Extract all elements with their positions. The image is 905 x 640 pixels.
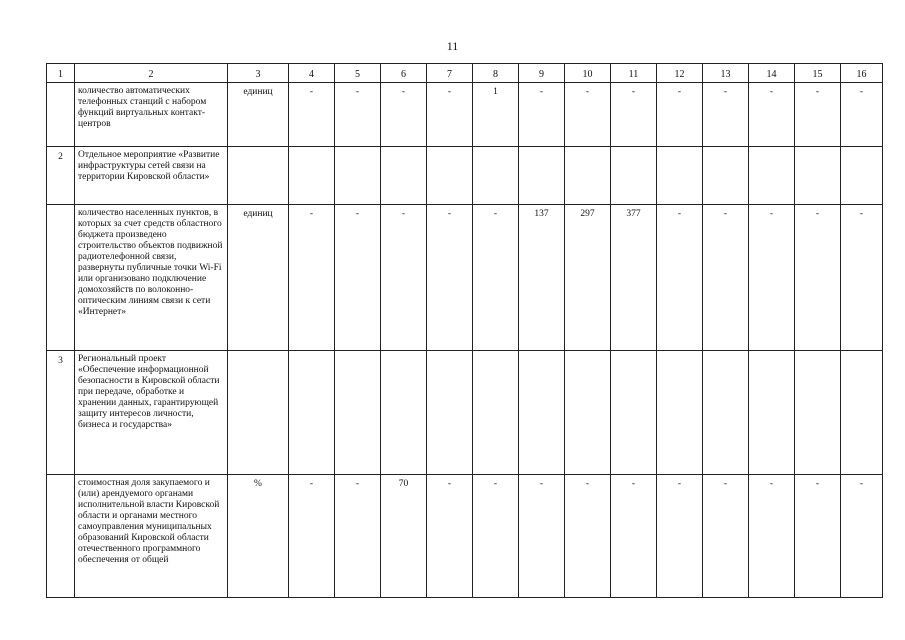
unit-cell: единиц <box>228 205 289 351</box>
column-header: 13 <box>703 64 749 83</box>
table-row <box>47 205 883 351</box>
indicator-name: количество автоматических телефонных станций с набором функций виртуальных контакт-центров <box>75 83 228 147</box>
value-cell <box>703 147 749 205</box>
value-cell <box>519 147 565 205</box>
table-row <box>47 83 883 147</box>
value-cell: - <box>519 475 565 598</box>
value-cell: - <box>611 83 657 147</box>
column-header: 16 <box>841 64 883 83</box>
table-row <box>47 147 883 205</box>
row-number <box>47 475 75 598</box>
value-cell: 297 <box>565 205 611 351</box>
value-cell: - <box>795 205 841 351</box>
value-cell <box>749 147 795 205</box>
value-cell: - <box>519 83 565 147</box>
value-cell: - <box>841 475 883 598</box>
column-header: 6 <box>381 64 427 83</box>
value-cell <box>611 351 657 475</box>
value-cell: - <box>427 475 473 598</box>
value-cell: - <box>841 205 883 351</box>
value-cell <box>335 147 381 205</box>
value-cell: - <box>703 205 749 351</box>
column-header: 9 <box>519 64 565 83</box>
column-header: 4 <box>289 64 335 83</box>
value-cell: - <box>611 475 657 598</box>
value-cell: - <box>335 83 381 147</box>
value-cell: - <box>657 475 703 598</box>
value-cell: - <box>335 475 381 598</box>
header-row <box>47 64 883 83</box>
value-cell: - <box>703 475 749 598</box>
value-cell: - <box>473 475 519 598</box>
column-header: 12 <box>657 64 703 83</box>
column-header: 7 <box>427 64 473 83</box>
value-cell: - <box>749 205 795 351</box>
value-cell: 70 <box>381 475 427 598</box>
value-cell: - <box>335 205 381 351</box>
value-cell: - <box>657 83 703 147</box>
value-cell: 1 <box>473 83 519 147</box>
unit-cell: % <box>228 475 289 598</box>
value-cell <box>381 351 427 475</box>
unit-cell: единиц <box>228 83 289 147</box>
value-cell: - <box>289 83 335 147</box>
value-cell: - <box>565 475 611 598</box>
table-row <box>47 351 883 475</box>
value-cell: - <box>657 205 703 351</box>
column-header: 5 <box>335 64 381 83</box>
unit-cell <box>228 147 289 205</box>
value-cell: - <box>565 83 611 147</box>
value-cell: - <box>749 475 795 598</box>
value-cell: 137 <box>519 205 565 351</box>
value-cell <box>703 351 749 475</box>
value-cell: - <box>427 83 473 147</box>
indicator-name: Отдельное мероприятие «Развитие инфраструктуры сетей связи на территории Кировской области» <box>75 147 228 205</box>
indicator-name: стоимостная доля закупаемого и (или) арендуемого органами исполнительной власти Кировской области и органами местного самоуправления муниципальных образований Кировской области отечественного программного обеспечения от общей <box>75 475 228 598</box>
value-cell: - <box>749 83 795 147</box>
value-cell <box>335 351 381 475</box>
row-number <box>47 205 75 351</box>
column-header: 14 <box>749 64 795 83</box>
row-number: 2 <box>47 147 75 205</box>
value-cell: - <box>427 205 473 351</box>
value-cell: - <box>289 205 335 351</box>
value-cell <box>565 147 611 205</box>
column-header: 3 <box>228 64 289 83</box>
indicators-table <box>46 63 883 598</box>
value-cell: - <box>289 475 335 598</box>
column-header: 10 <box>565 64 611 83</box>
value-cell: - <box>381 83 427 147</box>
column-header: 15 <box>795 64 841 83</box>
value-cell: 377 <box>611 205 657 351</box>
value-cell <box>841 147 883 205</box>
page-number: 11 <box>446 39 459 53</box>
value-cell <box>611 147 657 205</box>
column-header: 2 <box>75 64 228 83</box>
value-cell <box>381 147 427 205</box>
unit-cell <box>228 351 289 475</box>
value-cell <box>519 351 565 475</box>
column-header: 8 <box>473 64 519 83</box>
value-cell <box>657 351 703 475</box>
value-cell <box>427 351 473 475</box>
row-number <box>47 83 75 147</box>
value-cell: - <box>795 475 841 598</box>
value-cell: - <box>473 205 519 351</box>
column-header: 1 <box>47 64 75 83</box>
value-cell <box>657 147 703 205</box>
value-cell: - <box>703 83 749 147</box>
table-body <box>47 64 883 598</box>
row-number: 3 <box>47 351 75 475</box>
value-cell <box>289 147 335 205</box>
table-row <box>47 475 883 598</box>
value-cell <box>749 351 795 475</box>
value-cell: - <box>795 83 841 147</box>
value-cell: - <box>841 83 883 147</box>
value-cell <box>289 351 335 475</box>
value-cell <box>841 351 883 475</box>
value-cell <box>795 351 841 475</box>
indicator-name: количество населенных пунктов, в которых за счет средств областного бюджета произведено строительство объектов подвижной радиотелефонной связи, развернуты публичные точки Wi-Fi или организовано подключение домохозяйств по волоконно-оптическим линиям связи к сети «Интернет» <box>75 205 228 351</box>
value-cell <box>795 147 841 205</box>
value-cell <box>427 147 473 205</box>
indicator-name: Региональный проект «Обеспечение информационной безопасности в Кировской области при передаче, обработке и хранении данных, гарантирующей защиту интересов личности, бизнеса и государства» <box>75 351 228 475</box>
value-cell: - <box>381 205 427 351</box>
value-cell <box>473 147 519 205</box>
value-cell <box>473 351 519 475</box>
value-cell <box>565 351 611 475</box>
column-header: 11 <box>611 64 657 83</box>
